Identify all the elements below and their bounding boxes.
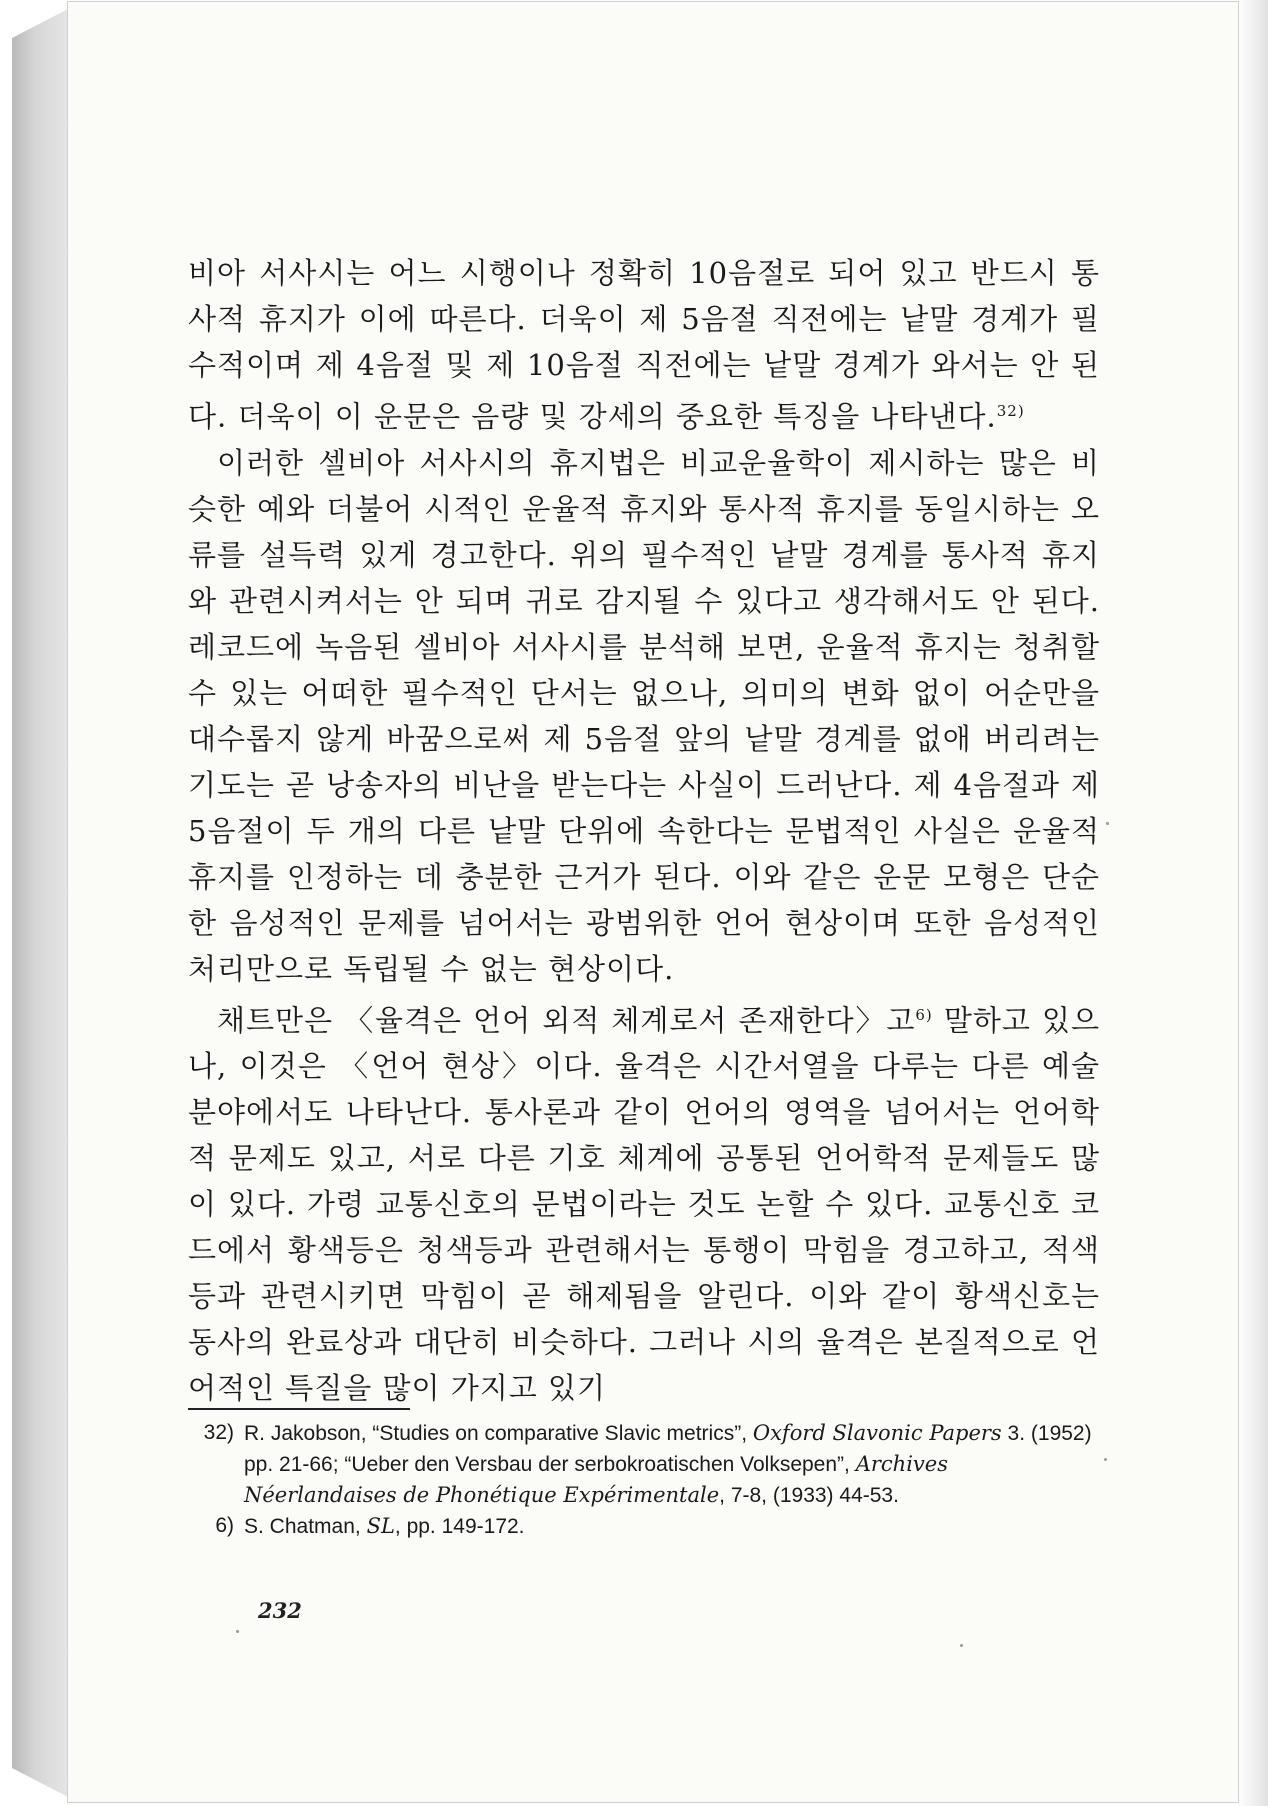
page-number: 232 [258, 1598, 302, 1623]
page-shadow [1238, 0, 1268, 1806]
footnote-ref-6: 6) [915, 1005, 933, 1024]
footnote-32: 32) R. Jakobson, “Studies on comparative Slavic metrics”, Oxford Slavonic Papers 3. (1952) pp. 21-66; “Ueber den Versbau der serbokroatischen Volksepen”, Archives Néerlandaises de Phonétique Expérimentale, 7-8, (1933) 44-53. [203, 1421, 1092, 1507]
body-text [188, 250, 1100, 1411]
paragraph-1: 비아 서사시는 어느 시행이나 정확히 10음절로 되어 있고 반드시 통사적 휴지가 이에 따른다. 더욱이 제 5음절 직전에는 낱말 경계가 필수적이며 제 4음절 및 제 10음절 직전에는 낱말 경계가 와서는 안 된다. 더욱이 이 운문은 음량 및 강세의 중요한 특징을 나타낸다.$^{32)}$ [188, 256, 1100, 434]
paragraph-2: 이러한 셀비아 서사시의 휴지법은 비교운율학이 제시하는 많은 비슷한 예와 더불어 시적인 운율적 휴지와 통사적 휴지를 동일시하는 오류를 설득력 있게 경고한다. 위의 필수적인 낱말 경계를 통사적 휴지와 관련시켜서는 안 되며 귀로 감지될 수 있다고 생각해서도 안 된다. 레코드에 녹음된 셀비아 서사시를 분석해 보면, 운율적 휴지는 청취할 수 있는 어떠한 필수적인 단서는 없으나, 의미의 변화 없이 어순만을 대수롭지 않게 바꿈으로써 제 5음절 앞의 낱말 경계를 없애 버리려는 기도는 곧 낭송자의 비난을 받는다는 사실이 드러난다. 제 4음절과 제 5음절이 두 개의 다른 낱말 단위에 속한다는 문법적인 사실은 운율적 휴지를 인정하는 데 충분한 근거가 된다. 이와 같은 운문 모형은 단순한 음성적인 문제를 넘어서는 광범위한 언어 현상이며 또한 음성적인 처리만으로 독립될 수 없는 현상이다. [188, 445, 1100, 986]
footnote-ref-32: 32) [996, 402, 1025, 420]
footnote-divider [188, 1408, 410, 1410]
print-speck [960, 1644, 963, 1647]
print-speck [1104, 1458, 1107, 1461]
footnotes [188, 1418, 1100, 1542]
paragraph-3: 채트만은 〈율격은 언어 외적 체계로서 존재한다〉고$^{6)}$ 말하고 있으나, 이것은 〈언어 현상〉이다. 율격은 시간서열을 다루는 다른 예술 분야에서도 나타난다. 통사론과 같이 언어의 영역을 넘어서는 언어학적 문제도 있고, 서로 다른 기호 체계에 공통된 언어학적 문제들도 많이 있다. 가령 교통신호의 문법이라는 것도 논할 수 있다. 교통신호 코드에서 황색등은 청색등과 관련해서는 통행이 막힘을 경고하고, 적색등과 관련시키면 막힘이 곧 해제됨을 알린다. 이와 같이 황색신호는 동사의 완료상과 대단히 비슷하다. 그러나 시의 율격은 본질적으로 언어적인 특질을 많이 가지고 있기 [188, 1003, 1100, 1406]
print-speck [236, 1630, 239, 1633]
print-speck [1106, 822, 1109, 825]
book-edge [12, 8, 70, 1798]
footnote-6: 6) S. Chatman, SL, pp. 149-172. [215, 1514, 525, 1538]
